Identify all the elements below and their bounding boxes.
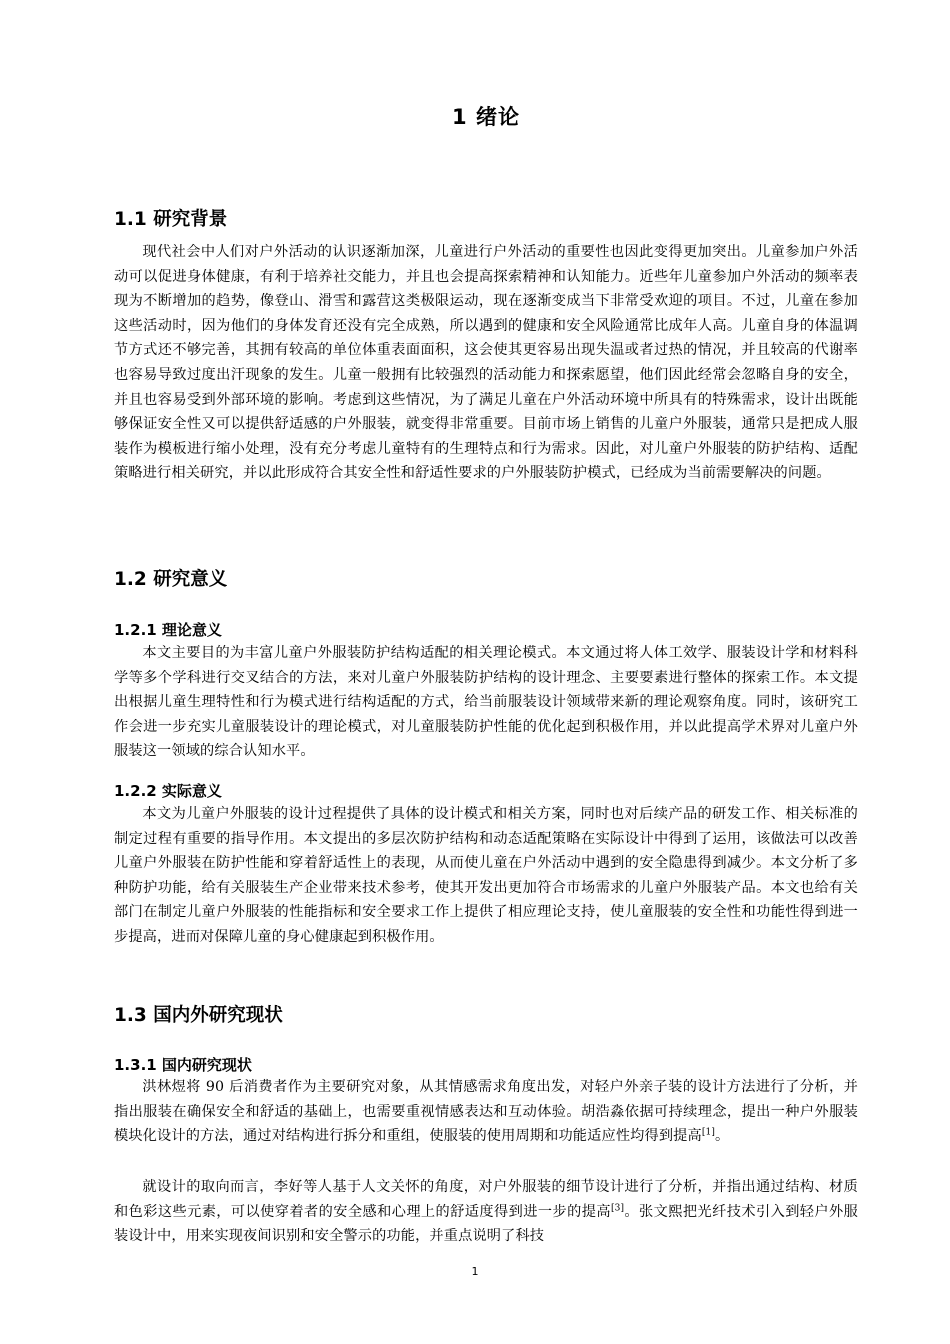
section-heading-1-2-1: 1.2.1 理论意义 [114,621,222,639]
page-number: 1 [471,1265,479,1278]
chapter-title: 1 绪论 [452,105,520,129]
paragraph-text: 就设计的取向而言，李好等人基于人文关怀的角度，对户外服装的细节设计进行了分析，并指出通过结构、材质和色彩这些元素，可以使穿着者的安全感和心理上的舒适度得到进一步的提高 [114,1179,858,1220]
paragraph-text: 洪林煜将 90 后消费者作为主要研究对象，从其情感需求角度出发，对轻户外亲子装的设计方法进行了分析，并指出服装在确保安全和舒适的基础上，也需要重视情感表达和互动体验。胡浩淼依据可持续理念，提出一种户外服装模块化设计的方法，通过对结构进行拆分和重组，使服装的使用周期和功能适应性均得到提高 [114,1079,858,1145]
section-1-2-1-paragraph: 本文主要目的为丰富儿童户外服装防护结构适配的相关理论模式。本文通过将人体工效学、服装设计学和材料科学等多个学科进行交叉结合的方法，来对儿童户外服装防护结构的设计理念、主要要素进行整体的探索工作。本文提出根据儿童生理特性和行为模式进行结构适配的方式，给当前服装设计领域带来新的理论观察角度。同时，该研究工作会进一步充实儿童服装设计的理论模式，对儿童服装防护性能的优化起到积极作用，并以此提高学术界对儿童户外服装这一领域的综合认知水平。 [114,645,858,760]
section-1-3-1-paragraph-1 [114,1075,858,1149]
section-heading-1-1: 1.1 研究背景 [114,209,228,230]
section-heading-1-2: 1.2 研究意义 [114,569,228,590]
section-1-1-paragraph: 现代社会中人们对户外活动的认识逐渐加深，儿童进行户外活动的重要性也因此变得更加突出。儿童参加户外活动可以促进身体健康，有利于培养社交能力，并且也会提高探索精神和认知能力。近些年儿童参加户外活动的频率表现为不断增加的趋势，像登山、滑雪和露营这类极限运动，现在逐渐变成当下非常受欢迎的项目。不过，儿童在参加这些活动时，因为他们的身体发育还没有完全成熟，所以遇到的健康和安全风险通常比成年人高。儿童自身的体温调节方式还不够完善，其拥有较高的单位体重表面面积，这会使其更容易出现失温或者过热的情况，并且较高的代谢率也容易导致过度出汗现象的发生。儿童一般拥有比较强烈的活动能力和探索愿望，他们因此经常会忽略自身的安全，并且也容易受到外部环境的影响。考虑到这些情况，为了满足儿童在户外活动环境中所具有的特殊需求，设计出既能够保证安全性又可以提供舒适感的户外服装，就变得非常重要。目前市场上销售的儿童户外服装，通常只是把成人服装作为模板进行缩小处理，没有充分考虑儿童特有的生理特点和行为需求。因此，对儿童户外服装的防护结构、适配策略进行相关研究，并以此形成符合其安全性和舒适性要求的户外服装防护模式，已经成为当前需要解决的问题。 [114,244,858,482]
paragraph-text-tail: 。 [715,1128,730,1145]
section-1-3-1-paragraph-2 [114,1175,858,1249]
section-heading-1-3: 1.3 国内外研究现状 [114,1005,283,1026]
citation-ref: [1] [701,1127,716,1138]
paragraph-text-tail: 。张文熙把光纤技术引入到轻户外服装设计中，用来实现夜间识别和安全警示的功能，并重点说明了科技 [114,1203,858,1245]
section-1-2-2-paragraph: 本文为儿童户外服装的设计过程提供了具体的设计模式和相关方案，同时也对后续产品的研发工作、相关标准的制定过程有重要的指导作用。本文提出的多层次防护结构和动态适配策略在实际设计中得到了运用，该做法可以改善儿童户外服装在防护性能和穿着舒适性上的表现，从而使儿童在户外活动中遇到的安全隐患得到减少。本文分析了多种防护功能，给有关服装生产企业带来技术参考，使其开发出更加符合市场需求的儿童户外服装产品。本文也给有关部门在制定儿童户外服装的性能指标和安全要求工作上提供了相应理论支持，使儿童服装的安全性和功能性得到进一步提高，进而对保障儿童的身心健康起到积极作用。 [114,806,858,945]
section-heading-1-2-2: 1.2.2 实际意义 [114,782,222,800]
section-heading-1-3-1: 1.3.1 国内研究现状 [114,1056,252,1074]
citation-ref: [3] [610,1202,625,1213]
